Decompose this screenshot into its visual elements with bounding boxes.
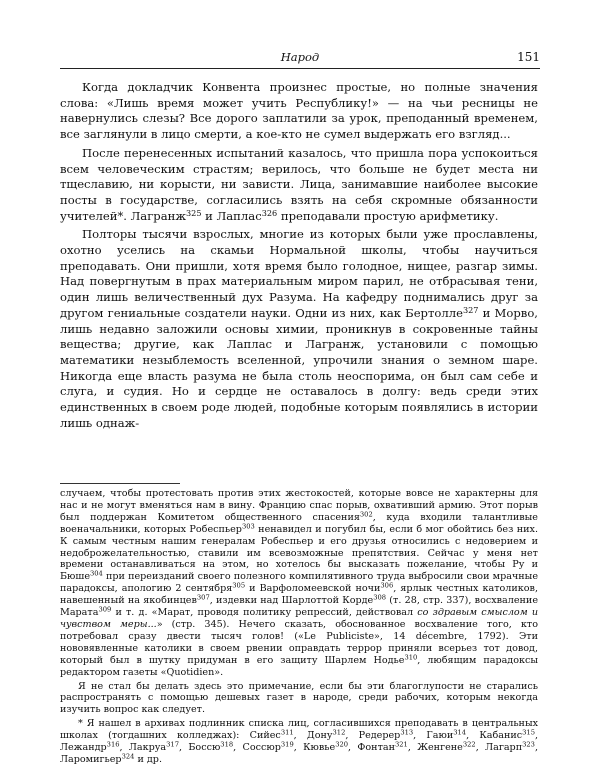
note-ref: 326 bbox=[261, 207, 278, 218]
paragraph-3: Полторы тысячи взрослых, многие из которых были уже прославлены, охотно уселись на скамьи Нормальной школы, чтобы научиться преподавать. Они пришли, хотя время было голодное, нищее, разгар зимы. Над повергнутым в прах материальным миром парил, не отбрасывая тени, один лишь величественный дух Разума. На кафедру поднимались друг за другом гениальные создатели науки. Одни из них, как Бертолле$^{327}$ и Морво, лишь недавно заложили основы химии, проникнув в сокровенные тайны вещества; другие, как Лаплас и Лагранж, установили с помощью математики незыблемость вселенной, упрочили знания о земном шаре. Никогда еще власть разума не была столь неоспорима, он был сам себе и слуга, и судия. Но и сердце не оставалось в долгу: ведь среди этих единственных в своем роде людей, подобные которым появлялись в истории лишь однаж- bbox=[60, 227, 538, 430]
note-ref: 327 bbox=[462, 304, 479, 315]
footnote-star: * Я нашел в архивах подлинник списка лиц, согласившихся преподавать в центральных школах (тогдашних колледжах): Сийес$^{311}$, Дону$^{312}$, Редерер$^{313}$, Гаюи$^{314}$, Кабанис$^{315}$, Лежандр$^{316}$, Лакруа$^{317}$, Боссю$^{318}$, Соссюр$^{319}$, Кювье$^{320}$, Фонтан$^{321}$, Женгене$^{322}$, Лагарп$^{323}$, Ларомигьер$^{324}$ и др. bbox=[60, 718, 539, 765]
main-text bbox=[60, 80, 538, 434]
running-title: Народ bbox=[280, 50, 320, 64]
running-header bbox=[60, 50, 540, 69]
footnotes bbox=[60, 488, 538, 768]
footnote-divider bbox=[60, 483, 180, 484]
footnote-continuation: случаем, чтобы протестовать против этих жестокостей, которые вовсе не характерны для нас и не могут вменяться нам в вину. Францию спас порыв, охвативший армию. Этот порыв был поддержан Комитетом общественного спасения$^{302}$, куда входили талантливые военачальники, которых Робеспьер$^{303}$ ненавидел и погубил бы, если б мог обойтись без них. К самым честным нашим генералам Робеспьер и его друзья относились с недоверием и недоброжелательностью, ставили им всевозможные препятствия. Сейчас у меня нет времени останавливаться на этом, но хотелось бы высказать пожелание, чтобы Ру и Бюше$^{304}$ при переизданий своего полезного компилятивного труда выбросили свои мрачные парадоксы, апологию 2 сентября$^{305}$ и Варфоломеевской ночи$^{306}$, ярлык честных католиков, навешенный на якобинцев$^{307}$, издевки над Шарлоттой Корде$^{308}$ (т. 28, стр. 337), восхваление Марата$^{309}$ и т. д. «Марат, проводя политику репрессий, действовал со здравым смыслом и чувством меры...» (стр. 345). Нечего сказать, обоснованное восхваление того, кто потребовал сразу двести тысяч голов! («Le Publiciste», 14 décembre, 1792). Эти нововявленные католики в своем рвении оправдать террор приняли всерьез тот довод, который был в шутку придуман в его защиту Шарлем Нодье$^{310}$, любящим парадоксы редактором газеты «Quotidien». bbox=[60, 488, 539, 678]
footnote-remark: Я не стал бы делать здесь это примечание, если бы эти благоглупости не старались распространять с помощью дешевых газет в народе, среди рабочих, которым некогда изучить вопрос как следует. bbox=[60, 680, 538, 716]
paragraph-1: Когда докладчик Конвента произнес простые, но полные значения слова: «Лишь время может учить Республику!» — на чьи ресницы не навернулись слезы? Все дорого заплатили за урок, преподанный временем, все заглянули в лицо смерти, а кое-кто не сумел выдержать его взгляд... bbox=[60, 80, 538, 142]
note-ref: 325 bbox=[186, 207, 202, 218]
page-number: 151 bbox=[517, 50, 540, 64]
footnote-mark: * bbox=[117, 208, 124, 223]
paragraph-2: После перенесенных испытаний казалось, что пришла пора успокоиться всем человеческим страстям; верилось, что больше не будет места ни тщеславию, ни корысти, ни зависти. Лица, занимавшие наиболее высокие посты в государстве, согласились взять на себя скромные обязанности учителей*. Лагранж$^{325}$ и Лаплас$^{326}$ преподавали простую арифметику. bbox=[60, 145, 538, 223]
